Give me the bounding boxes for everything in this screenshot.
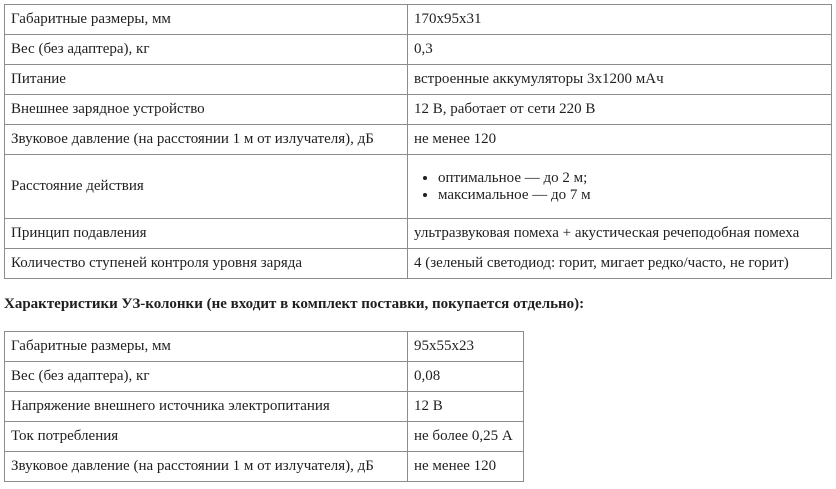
value-cell: 170x95x31 [408,5,832,35]
table-row [5,392,524,422]
param-cell: Ток потребления [5,422,408,452]
param-cell: Количество ступеней контроля уровня заряда [5,249,408,279]
table-row [5,422,524,452]
value-cell: 95x55x23 [408,332,524,362]
value-cell: не менее 120 [408,452,524,482]
value-cell: 0,3 [408,35,832,65]
param-cell: Звуковое давление (на расстоянии 1 м от излучателя), дБ [5,125,408,155]
param-cell: Принцип подавления [5,219,408,249]
specs-table-main [4,4,832,279]
table-row [5,219,832,249]
param-cell: Расстояние действия [5,155,408,219]
list-item: • максимальное — до 7 м [438,187,825,204]
param-cell: Вес (без адаптера), кг [5,362,408,392]
value-cell: встроенные аккумуляторы 3x1200 мАч [408,65,832,95]
value-cell: 4 (зеленый светодиод: горит, мигает редко/часто, не горит) [408,249,832,279]
table-row [5,249,832,279]
value-cell: 12 В, работает от сети 220 В [408,95,832,125]
table-row [5,125,832,155]
table-row [5,452,524,482]
table-row [5,5,832,35]
table-row [5,95,832,125]
param-cell: Питание [5,65,408,95]
specs-table-speaker [4,331,524,482]
param-cell: Вес (без адаптера), кг [5,35,408,65]
section-heading: Характеристики УЗ-колонки (не входит в комплект поставки, покупается отдельно): [4,296,585,312]
table-row [5,362,524,392]
table-row [5,65,832,95]
table-row [5,155,832,219]
param-cell: Габаритные размеры, мм [5,5,408,35]
table-row [5,332,524,362]
value-cell: 0,08 [408,362,524,392]
table-row [5,35,832,65]
param-cell: Напряжение внешнего источника электропитания [5,392,408,422]
param-cell: Внешнее зарядное устройство [5,95,408,125]
value-cell: не менее 120 [408,125,832,155]
value-cell: не более 0,25 А [408,422,524,452]
value-cell: ультразвуковая помеха + акустическая речеподобная помеха [408,219,832,249]
range-list [414,170,825,204]
list-item: • оптимальное — до 2 м; [438,170,825,187]
param-cell: Габаритные размеры, мм [5,332,408,362]
value-cell: 12 В [408,392,524,422]
value-cell [408,155,832,219]
param-cell: Звуковое давление (на расстоянии 1 м от излучателя), дБ [5,452,408,482]
